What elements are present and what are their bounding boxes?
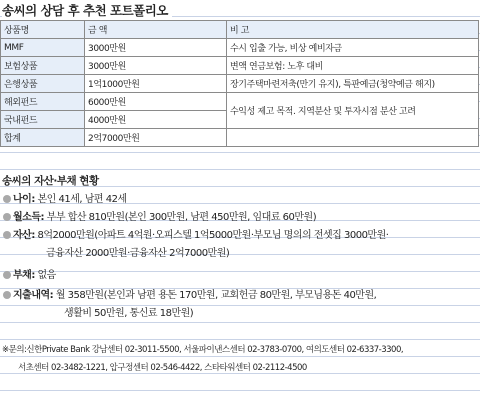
item-text: 없음: [34, 270, 56, 281]
item-text: 부부 합산 810만원(본인 300만원, 남편 450만원, 임대료 60만원): [43, 212, 317, 223]
item-label: 부채:: [13, 270, 35, 281]
table-row: [1, 57, 479, 75]
product-amount: 6000만원: [85, 93, 227, 111]
bullet-icon: [3, 231, 11, 239]
product-amount: 3000만원: [85, 57, 227, 75]
bullet-icon: [3, 291, 11, 299]
item-label: 월소득:: [13, 212, 44, 223]
product-name: 국내펀드: [1, 111, 85, 129]
item-continuation: 생활비 50만원, 통신료 18만원): [64, 308, 194, 319]
bullet-icon: [3, 271, 11, 279]
product-amount: 3000만원: [85, 39, 227, 57]
total-note: [227, 129, 479, 147]
item-text: 본인 41세, 남편 42세: [34, 194, 127, 205]
item-text: 월 358만원(본인과 남편 용돈 170만원, 교회헌금 80만원, 부모님용돈 40만원,: [53, 290, 377, 301]
header-amount: 금 액: [85, 21, 227, 39]
list-item-debt: [3, 267, 56, 284]
product-amount: 4000만원: [85, 111, 227, 129]
header-product: 상품명: [1, 21, 85, 39]
list-item-assets: [3, 227, 388, 244]
list-item-income: [3, 209, 316, 226]
header-note: 비 고: [227, 21, 479, 39]
total-label: 합계: [1, 129, 85, 147]
product-amount: 1억1000만원: [85, 75, 227, 93]
table-row: [1, 39, 479, 57]
list-item-age: [3, 191, 127, 208]
bullet-icon: [3, 195, 11, 203]
item-continuation: 금융자산 2000만원·금융자산 2억7000만원): [46, 248, 230, 259]
product-note: 수시 입출 가능, 비상 예비자금: [227, 39, 479, 57]
table-row: [1, 93, 479, 111]
total-amount: 2억7000만원: [85, 129, 227, 147]
item-label: 나이:: [13, 194, 35, 205]
status-title: 송씨의 자산·부채 현황: [2, 175, 99, 187]
portfolio-table: [0, 20, 479, 147]
product-note: 변액 연금보험: 노후 대비: [227, 57, 479, 75]
table-row: [1, 75, 479, 93]
product-note: 수익성 제고 목적. 지역분산 및 투자시점 분산 고려: [227, 93, 479, 129]
item-label: 지출내역:: [13, 290, 54, 301]
item-label: 자산:: [13, 230, 35, 241]
table-row-total: [1, 129, 479, 147]
list-item-expenses: [3, 287, 376, 304]
footnote-line-1: ※문의:신한Private Bank 강남센터 02-3011-5500, 서울파이낸스센터 02-3783-0700, 여의도센터 02-6337-3300,: [2, 345, 404, 355]
bullet-icon: [3, 213, 11, 221]
product-name: 보험상품: [1, 57, 85, 75]
product-note: 장기주택마련저축(만기 유지), 특판예금(청약예금 해지): [227, 75, 479, 93]
product-name: MMF: [1, 39, 85, 57]
item-text: 8억2000만원(아파트 4억원·오피스텔 1억5000만원·부모님 명의의 전셋집 3000만원·: [34, 230, 389, 241]
portfolio-title: 송씨의 상담 후 추천 포트폴리오: [2, 3, 172, 19]
footnote-line-2: 서초센터 02-3482-1221, 압구정센터 02-546-4422, 스타타워센터 02-2112-4500: [18, 363, 307, 373]
product-name: 은행상품: [1, 75, 85, 93]
table-header-row: [1, 21, 479, 39]
product-name: 해외펀드: [1, 93, 85, 111]
